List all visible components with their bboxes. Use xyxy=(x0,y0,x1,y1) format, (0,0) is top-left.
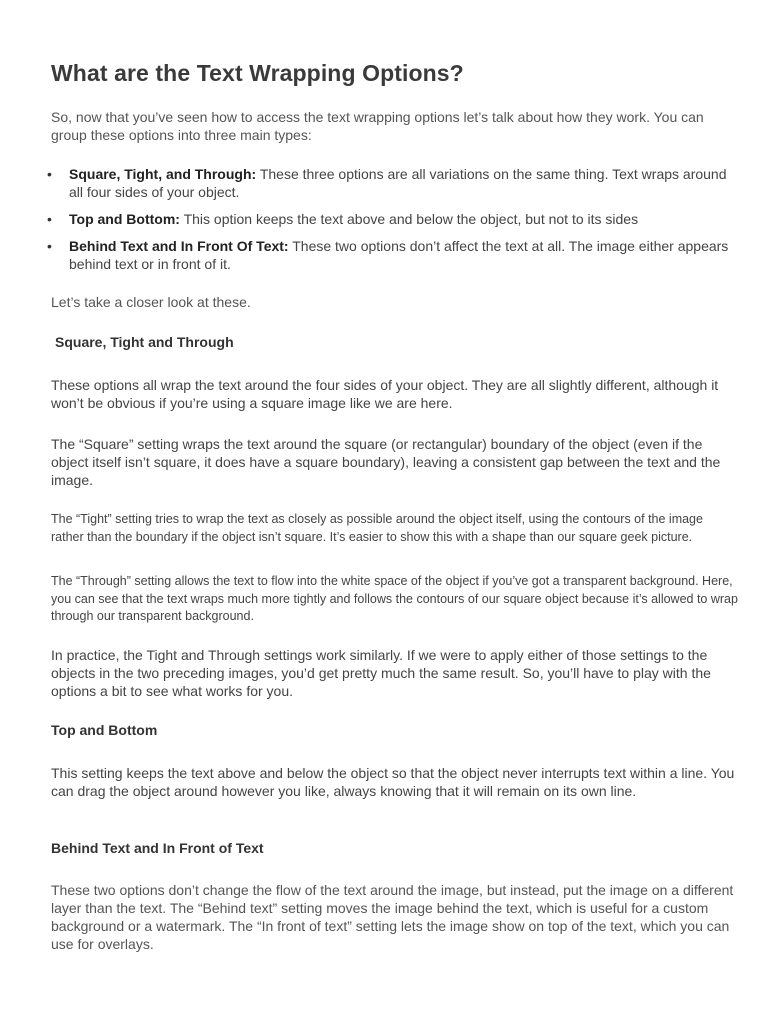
bullet-icon: • xyxy=(47,166,52,182)
section-heading-square-tight-through: Square, Tight and Through xyxy=(55,334,234,350)
section1-paragraph-4: The “Through” setting allows the text to flow into the white space of the object if you’ve got a transparent background. Here, you can see that the text wraps much more tightly and follows the contours of our square object because it’s allowed to wrap through our transparent background. xyxy=(51,574,738,623)
section1-paragraph-2: The “Square” setting wraps the text around the square (or rectangular) boundary of the object (even if the object itself isn’t square, it does have a square boundary), leaving a consistent gap between the text and the image. xyxy=(51,436,721,488)
wrap-types-list xyxy=(47,165,741,282)
section2-paragraph-1: This setting keeps the text above and below the object so that the object never interrupts text within a line. You can drag the object around however you like, always knowing that it will remain on its own line. xyxy=(51,765,735,799)
list-item-term: Top and Bottom: xyxy=(69,211,180,227)
list-item-text: These three options are all variations on the same thing. Text wraps around all four sides of your object. xyxy=(69,166,727,200)
section1-paragraph-5: In practice, the Tight and Through settings work similarly. If we were to apply either of those settings to the objects in the two preceding images, you’d get pretty much the same result. So, you’ll have to play with the options a bit to see what works for you. xyxy=(51,647,711,699)
list-item xyxy=(47,210,741,228)
closer-look-paragraph: Let’s take a closer look at these. xyxy=(51,294,251,310)
list-item-term: Behind Text and In Front Of Text: xyxy=(69,238,289,254)
list-item xyxy=(47,165,741,201)
intro-paragraph: So, now that you’ve seen how to access the text wrapping options let’s talk about how they work. You can group these options into three main types: xyxy=(51,109,704,143)
section3-paragraph-1: These two options don’t change the flow of the text around the image, but instead, put the image on a different layer than the text. The “Behind text” setting moves the image behind the text, which is useful for a custom background or a watermark. The “In front of text” setting lets the image show on top of the text, which you can use for overlays. xyxy=(51,882,734,952)
bullet-icon: • xyxy=(47,211,52,227)
list-item-text: This option keeps the text above and below the object, but not to its sides xyxy=(179,211,639,227)
section1-paragraph-3: The “Tight” setting tries to wrap the text as closely as possible around the object itself, using the contours of the image rather than the boundary if the object isn’t square. It’s easier to show this with a shape than our square geek picture. xyxy=(51,512,703,544)
section-heading-behind-front: Behind Text and In Front of Text xyxy=(51,840,264,856)
list-item xyxy=(47,237,741,273)
list-item-term: Square, Tight, and Through: xyxy=(69,166,257,182)
page-title: What are the Text Wrapping Options? xyxy=(51,60,464,86)
section1-paragraph-1: These options all wrap the text around the four sides of your object. They are all slightly different, although it won’t be obvious if you’re using a square image like we are here. xyxy=(51,377,719,411)
list-item-text: These two options don’t affect the text at all. The image either appears behind text or in front of it. xyxy=(69,238,729,272)
bullet-icon: • xyxy=(47,238,52,254)
section-heading-top-bottom: Top and Bottom xyxy=(51,722,158,738)
